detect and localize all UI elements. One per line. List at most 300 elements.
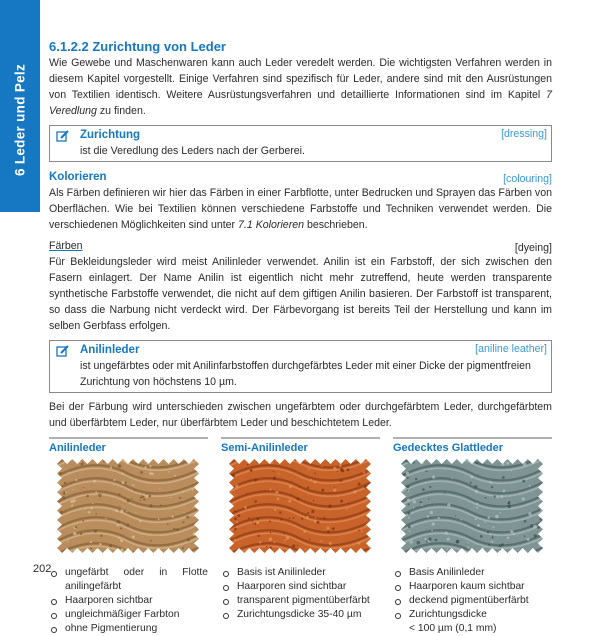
texture-pore <box>297 545 299 547</box>
texture-pore <box>290 494 292 496</box>
texture-pore <box>507 537 510 540</box>
texture-pore <box>100 535 102 537</box>
texture-pore <box>95 491 97 493</box>
texture-pore <box>328 505 331 508</box>
texture-pore <box>235 511 237 513</box>
texture-pore <box>139 520 141 522</box>
texture-pore <box>288 500 291 503</box>
texture-pore <box>408 517 410 519</box>
texture-pore <box>340 500 343 503</box>
texture-pore <box>447 538 450 541</box>
texture-pore <box>476 462 478 464</box>
texture-pore <box>508 502 511 505</box>
intro-paragraph: Wie Gewebe und Maschenwaren kann auch Leder veredelt werden. Die wichtigsten Verfahren werden in diesem Kapitel vorgestellt. Einige Verfahren sind spezifisch für Leder, andere sind mit den Ausrüstungen von Textilien identisch. Weitere Ausrüstungsverfahren und detaillierte Informationen sind im Kapitel 7 Veredlung zu finden. <box>49 57 552 117</box>
texture-pore <box>284 539 286 541</box>
texture-pore <box>447 503 450 506</box>
list-item: Haarporen sichtbar <box>49 594 208 608</box>
texture-pore <box>329 542 332 545</box>
texture-pore <box>309 539 310 540</box>
texture-pore <box>488 516 491 519</box>
definition-term: Anilinleder <box>80 344 140 356</box>
texture-pore <box>477 524 480 527</box>
texture-pore <box>403 536 404 537</box>
texture-pore <box>529 485 531 487</box>
texture-pore <box>90 507 93 510</box>
page-number: 202 <box>33 563 52 575</box>
texture-pore <box>93 480 96 483</box>
texture-pore <box>347 503 349 505</box>
texture-pore <box>321 466 322 467</box>
texture-pore <box>119 506 120 507</box>
texture-pore <box>113 485 114 486</box>
texture-pore <box>500 495 503 498</box>
texture-pore <box>122 481 125 484</box>
column-rule <box>393 437 552 439</box>
texture-pore <box>71 505 73 507</box>
english-term: [dressing] <box>501 128 547 140</box>
texture-pore <box>120 548 123 551</box>
texture-pore <box>501 543 504 546</box>
texture-pore <box>62 496 65 499</box>
texture-pore <box>277 498 280 501</box>
texture-pore <box>57 550 59 553</box>
texture-pore <box>402 514 404 516</box>
texture-pore <box>59 472 62 475</box>
texture-pore <box>422 488 425 491</box>
texture-pore <box>496 496 498 498</box>
column-title: Gedecktes Glattleder <box>393 442 504 454</box>
texture-pore <box>150 540 152 542</box>
texture-pore <box>432 522 435 525</box>
texture-pore <box>246 493 247 494</box>
texture-pore <box>494 495 496 497</box>
texture-pore <box>474 485 477 488</box>
texture-pore <box>88 511 91 514</box>
list-item: ohne Pigmentierung <box>49 622 208 636</box>
texture-pore <box>86 495 89 498</box>
texture-pore <box>307 487 309 489</box>
texture-pore <box>60 511 63 514</box>
texture-pore <box>511 470 512 471</box>
texture-pore <box>353 490 356 493</box>
texture-pore <box>501 463 504 466</box>
texture-pore <box>58 487 61 490</box>
texture-pore <box>314 521 316 523</box>
texture-pore <box>528 512 531 515</box>
texture-pore <box>98 552 99 553</box>
edit-note-icon <box>56 345 70 357</box>
texture-pore <box>131 498 132 499</box>
texture-pore <box>305 548 307 550</box>
texture-pore <box>426 470 428 472</box>
texture-pore <box>338 495 339 496</box>
texture-pore <box>470 476 473 479</box>
texture-pore <box>293 517 295 519</box>
texture-pore <box>256 517 259 520</box>
texture-pore <box>306 516 309 519</box>
texture-pore <box>476 507 478 509</box>
texture-pore <box>80 551 82 553</box>
texture-pore <box>334 487 336 489</box>
texture-pore <box>467 547 469 549</box>
texture-pore <box>113 479 115 481</box>
texture-pore <box>286 536 290 540</box>
texture-pore <box>467 542 468 543</box>
texture-pore <box>432 476 435 479</box>
chapter-reference: 7.1 Kolorieren <box>238 219 305 231</box>
english-term: [colouring] <box>503 173 552 185</box>
texture-pore <box>250 469 253 472</box>
texture-pore <box>75 459 78 462</box>
texture-pore <box>428 538 431 541</box>
texture-pore <box>473 507 474 508</box>
texture-pore <box>460 552 462 554</box>
texture-pore <box>63 491 65 493</box>
leather-comparison <box>49 437 552 636</box>
texture-pore <box>134 489 136 491</box>
texture-pore <box>232 534 233 535</box>
column-title: Semi-Anilinleder <box>221 442 308 454</box>
faerben-section <box>49 239 552 334</box>
texture-pore <box>482 547 485 550</box>
texture-pore <box>90 541 92 543</box>
texture-pore <box>333 488 336 491</box>
list-item: deckend pigmentüberfärbt <box>393 594 552 608</box>
texture-pore <box>500 512 501 513</box>
texture-pore <box>408 503 410 505</box>
texture-pore <box>160 504 162 506</box>
texture-pore <box>424 538 426 540</box>
texture-pore <box>506 462 509 465</box>
texture-pore <box>406 489 408 491</box>
texture-pore <box>406 485 409 488</box>
texture-pore <box>149 465 151 467</box>
texture-pore <box>311 510 314 513</box>
faerben-title: Färben <box>49 240 83 252</box>
definition-text: ist ungefärbtes oder mit Anilinfarbstoffen durchgefärbtes Leder mit einer Dicke der pigmentfreien Zurichtung von höchstens 10 µm. <box>80 360 531 388</box>
texture-pore <box>280 518 282 520</box>
texture-pore <box>234 511 235 512</box>
leather-column <box>221 437 380 636</box>
texture-pore <box>540 508 542 510</box>
texture-pore <box>406 472 409 475</box>
texture-pore <box>341 469 344 472</box>
texture-pore <box>244 506 247 509</box>
list-item: Haarporen sind sichtbar <box>221 580 380 594</box>
texture-pore <box>192 488 194 490</box>
texture-pore <box>411 460 415 464</box>
texture-pore <box>417 541 421 545</box>
texture-pore <box>234 518 237 521</box>
texture-pore <box>347 468 350 471</box>
texture-pore <box>110 466 112 468</box>
list-item: Basis Anilinleder <box>393 566 552 580</box>
texture-pore <box>83 487 84 488</box>
texture-pore <box>57 504 58 506</box>
texture-pore <box>303 515 305 517</box>
texture-pore <box>269 546 272 549</box>
texture-pore <box>72 489 73 490</box>
edit-note-icon <box>56 130 70 142</box>
texture-pore <box>135 460 137 462</box>
texture-pore <box>502 490 505 493</box>
texture-pore <box>278 473 279 474</box>
texture-pore <box>75 526 78 529</box>
texture-pore <box>490 533 492 535</box>
bullet-list <box>393 566 552 636</box>
column-rule <box>49 437 208 439</box>
texture-pore <box>170 497 171 498</box>
chapter-label: 6 Leder und Pelz <box>12 63 28 177</box>
texture-pore <box>117 520 121 524</box>
texture-pore <box>357 551 359 553</box>
texture-pore <box>455 515 456 516</box>
texture-pore <box>58 481 59 482</box>
texture-pore <box>94 548 95 549</box>
texture-pore <box>346 508 348 510</box>
texture-pore <box>368 517 370 519</box>
kolorieren-paragraph: Als Färben definieren wir hier das Färben in einer Farbflotte, unter Bedrucken und Sprayen das Färben von Oberflächen. Wie bei Textilien können verschiedene Farbstoffe und Techniken verwendet werden. Die verschiedenen Möglichkeiten sind unter 7.1 Kolorieren beschrieben. <box>49 187 552 231</box>
texture-pore <box>256 460 258 462</box>
texture-pore <box>303 530 306 533</box>
texture-pore <box>408 525 411 528</box>
texture-pore <box>183 521 185 523</box>
texture-pore <box>143 498 145 500</box>
texture-pore <box>301 517 303 519</box>
texture-pore <box>274 541 276 543</box>
texture-pore <box>65 492 67 494</box>
texture-pore <box>476 503 478 505</box>
texture-pore <box>248 517 250 519</box>
texture-pore <box>475 490 478 493</box>
texture-pore <box>410 540 413 543</box>
texture-pore <box>328 461 330 463</box>
texture-pore <box>186 516 189 519</box>
texture-pore <box>415 478 417 480</box>
texture-pore <box>237 514 240 517</box>
texture-pore <box>103 461 104 462</box>
texture-pore <box>145 495 148 498</box>
texture-pore <box>264 490 266 492</box>
texture-pore <box>119 510 120 511</box>
list-item: ungleichmäßiger Farbton <box>49 608 208 622</box>
texture-pore <box>339 464 342 467</box>
texture-pore <box>270 488 272 490</box>
texture-pore <box>456 540 459 543</box>
texture-pore <box>451 478 452 479</box>
texture-pore <box>358 530 360 532</box>
texture-pore <box>428 498 429 499</box>
texture-pore <box>358 483 361 486</box>
texture-pore <box>64 482 66 484</box>
texture-pore <box>118 537 120 539</box>
texture-pore <box>427 515 429 517</box>
texture-pore <box>524 520 527 523</box>
texture-pore <box>522 497 525 500</box>
texture-pore <box>270 532 272 534</box>
texture-pore <box>317 521 320 524</box>
column-title: Anilinleder <box>49 442 106 454</box>
texture-pore <box>361 531 363 533</box>
texture-pore <box>259 541 261 543</box>
texture-pore <box>118 464 122 468</box>
texture-pore <box>90 547 92 549</box>
texture-pore <box>409 530 411 532</box>
texture-pore <box>159 489 160 490</box>
texture-pore <box>149 472 152 475</box>
texture-pore <box>403 474 406 477</box>
leather-column <box>393 437 552 636</box>
texture-pore <box>118 493 120 495</box>
texture-pore <box>193 507 194 508</box>
texture-pore <box>109 544 112 547</box>
faerben-paragraph: Für Bekleidungsleder wird meist Anilinleder verwendet. Anilin ist ein Farbstoff, der sich zwischen den Fasern einlagert. Der Name Anilin ist eigentlich nicht mehr zutreffend, heute werden transparente synthetische Farbstoffe verwendet, die nicht auf dem giftigen Anilin basieren. Der Farbstoff ist transparent, so dass die Narbung nicht verdeckt wird. Der Färbevorgang ist bereits Teil der Herstellung und kann im selben Gerbfass erfolgen. <box>49 256 552 332</box>
texture-pore <box>275 491 278 494</box>
texture-pore <box>120 539 122 541</box>
texture-pore <box>149 459 150 460</box>
texture-pore <box>513 552 515 553</box>
texture-pore <box>507 470 508 471</box>
definition-term: Zurichtung <box>80 129 141 141</box>
texture-pore <box>273 471 274 472</box>
texture-pore <box>327 530 330 533</box>
texture-pore <box>470 482 472 484</box>
texture-pore <box>510 530 513 533</box>
texture-pore <box>193 532 196 535</box>
texture-pore <box>539 544 542 547</box>
texture-pore <box>92 503 93 504</box>
texture-pore <box>444 493 445 494</box>
texture-pore <box>120 528 122 530</box>
leather-swatch-image <box>401 459 543 553</box>
texture-pore <box>82 520 84 522</box>
texture-pore <box>252 520 254 522</box>
texture-pore <box>413 500 416 503</box>
texture-pore <box>332 527 335 530</box>
texture-pore <box>67 541 68 542</box>
texture-pore <box>523 462 527 466</box>
texture-pore <box>124 497 125 498</box>
texture-pore <box>274 509 276 511</box>
texture-pore <box>149 504 152 507</box>
texture-pore <box>143 494 144 495</box>
texture-pore <box>308 469 310 471</box>
list-item: Haarporen kaum sichtbar <box>393 580 552 594</box>
texture-pore <box>236 521 238 523</box>
texture-pore <box>315 517 317 519</box>
texture-pore <box>73 532 76 535</box>
texture-pore <box>254 523 256 525</box>
texture-pore <box>289 517 291 519</box>
texture-pore <box>340 479 343 482</box>
texture-pore <box>527 538 530 541</box>
texture-pore <box>321 489 324 492</box>
texture-pore <box>484 521 486 523</box>
texture-pore <box>530 524 533 527</box>
texture-pore <box>326 527 329 530</box>
list-item: Zurichtungsdicke < 100 µm (0,1 mm) <box>393 608 552 636</box>
english-term: [aniline leather] <box>475 343 547 355</box>
texture-pore <box>269 520 271 522</box>
list-item: Zurichtungsdicke 35-40 µm <box>221 608 380 622</box>
texture-pore <box>256 521 259 524</box>
texture-pore <box>539 518 542 521</box>
texture-pore <box>333 467 336 470</box>
texture-pore <box>234 528 237 531</box>
texture-pore <box>75 479 77 481</box>
texture-pore <box>480 535 483 538</box>
texture-pore <box>187 538 190 541</box>
leather-swatch-image <box>229 459 371 553</box>
texture-pore <box>524 535 526 537</box>
texture-pore <box>140 500 141 501</box>
texture-pore <box>421 505 423 507</box>
texture-pore <box>539 487 542 490</box>
texture-pore <box>430 511 433 514</box>
texture-pore <box>127 499 130 502</box>
texture-pore <box>254 500 257 503</box>
texture-pore <box>80 462 81 463</box>
english-term: [dyeing] <box>514 242 552 254</box>
texture-pore <box>135 512 136 513</box>
texture-pore <box>144 468 145 469</box>
texture-pore <box>249 480 251 482</box>
texture-pore <box>310 479 312 481</box>
texture-pore <box>534 534 537 537</box>
texture-pore <box>411 526 413 528</box>
texture-pore <box>350 459 353 461</box>
texture-pore <box>235 484 238 487</box>
texture-pore <box>148 494 151 497</box>
texture-pore <box>475 518 477 520</box>
texture-pore <box>488 544 490 546</box>
texture-pore <box>313 500 315 502</box>
texture-pore <box>287 459 288 460</box>
list-item: transparent pigmentüberfärbt <box>221 594 380 608</box>
texture-pore <box>126 511 127 512</box>
texture-pore <box>80 533 83 536</box>
texture-pore <box>126 524 129 527</box>
texture-pore <box>426 541 428 543</box>
texture-pore <box>70 500 73 503</box>
list-item: ungefärbt oder in Flotte anilingefärbt <box>49 566 208 594</box>
texture-pore <box>183 512 184 513</box>
texture-pore <box>447 549 448 550</box>
texture-pore <box>487 531 489 533</box>
texture-pore <box>405 487 407 489</box>
texture-pore <box>254 479 257 482</box>
texture-pore <box>491 541 493 543</box>
texture-pore <box>231 474 233 476</box>
texture-pore <box>508 505 511 508</box>
texture-pore <box>323 517 325 519</box>
texture-pore <box>193 515 195 517</box>
texture-pore <box>489 481 492 484</box>
texture-pore <box>99 543 102 546</box>
kolorieren-title: Kolorieren <box>49 171 107 183</box>
texture-pore <box>438 517 440 519</box>
definition-text: ist die Veredlung des Leders nach der Gerberei. <box>80 145 305 157</box>
texture-pore <box>176 528 179 531</box>
texture-pore <box>106 491 107 492</box>
texture-pore <box>413 507 414 508</box>
column-rule <box>221 437 380 439</box>
texture-pore <box>537 526 540 529</box>
texture-pore <box>337 471 338 472</box>
texture-pore <box>491 486 493 488</box>
comparison-intro: Bei der Färbung wird unterschieden zwischen ungefärbtem oder durchgefärbtem Leder, durchgefärbtem und überfärbtem Leder, nur überfärbtem Leder und beschichtetem Leder. <box>49 401 552 429</box>
chapter-reference: 7 Veredlung <box>49 89 552 117</box>
